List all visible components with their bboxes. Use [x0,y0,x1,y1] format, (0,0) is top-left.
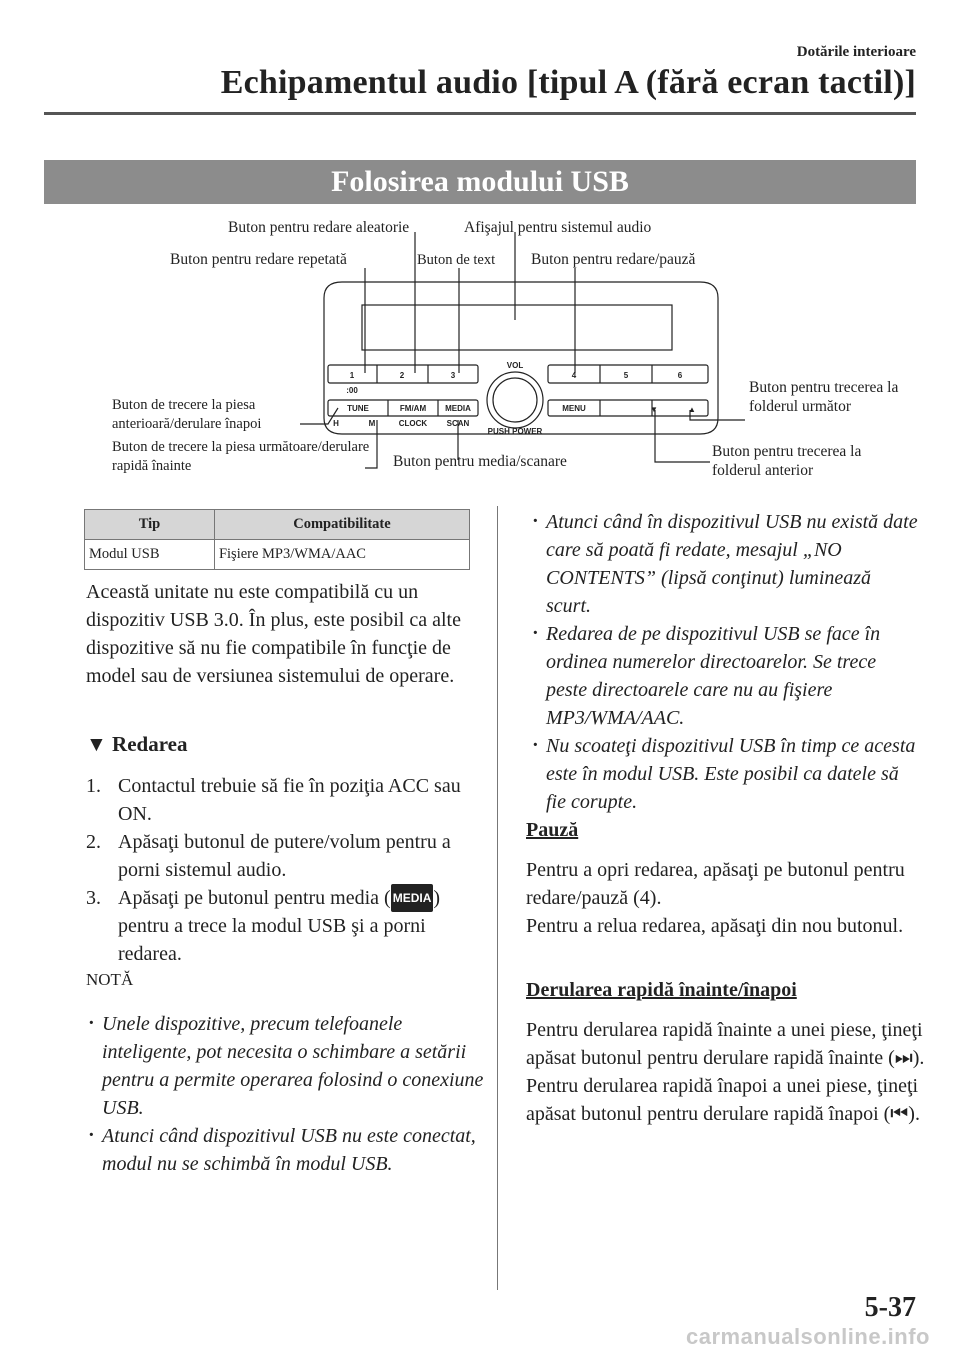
preset-3[interactable]: 3 [450,371,456,380]
label-display: Afişajul pentru sistemul audio [464,219,652,236]
preset-1[interactable]: 1 [349,371,355,380]
table-header: Compatibilitate [214,510,469,540]
preset-2[interactable]: 2 [399,371,405,380]
vol-label: VOL [506,361,524,370]
table-cell: Modul USB [85,540,215,570]
list-item: 2. Apăsaţi butonul de putere/volum pentru a porni sistemul audio. [86,831,451,881]
fmam-button[interactable]: FM/AM [399,404,427,413]
preset-5[interactable]: 5 [623,371,629,380]
label-next-track: Buton de trecere la piesa următoare/derulare rapidă înainte [112,439,370,474]
ff-title: Derularea rapidă înainte/înapoi [526,979,797,1001]
compatibility-table [84,509,470,570]
label-repeat: Buton pentru redare repetată [170,251,347,268]
chapter-title: Echipamentul audio [tipul A (fără ecran tactil)] [220,64,916,101]
column-divider [497,506,498,1290]
label-media-scan: Buton pentru media/scanare [393,453,567,470]
list-item: 3. Apăsaţi pe butonul pentru media ( MEDIA ) pentru a trece la modul USB şi a porni redarea. [86,884,486,968]
list-item: · Unele dispozitive, precum telefoanele inteligente, pot necesita o schimbare a setării pentru a permite operarea folosind o conexiune USB. [86,1010,486,1122]
label-prev-track: Buton de trecere la piesa anterioară/derulare înapoi [112,397,262,432]
folder-down-icon[interactable]: ▼ [650,405,658,414]
section-banner: Folosirea modului USB [44,160,916,204]
list-item: · Redarea de pe dispozitivul USB se face în ordinea numerelor directoarelor. Se trece peste directoarele care nu au fişiere MP3/WMA/AAC. [530,620,920,732]
media-button-icon: MEDIA [391,884,434,912]
list-item: 1. Contactul trebuie să fie în poziţia ACC sau ON. [86,775,461,825]
note-list-right [530,508,920,816]
volume-knob [487,372,543,428]
folder-up-icon[interactable]: ▲ [688,405,696,414]
intro-paragraph: Această unitate nu este compatibilă cu un dispozitiv USB 3.0. În plus, este posibil ca alte dispozitive să nu fie compatibile în funcţie de model sau de versiunea sistemului de operare. [86,581,461,687]
label-play-pause: Buton pentru redare/pauză [531,251,696,268]
table-row [85,540,470,570]
note-list-left [86,1010,486,1178]
label-text-button: Buton de text [417,252,496,268]
tune-button[interactable]: TUNE [347,404,369,413]
label-shuffle: Buton pentru redare aleatorie [228,219,410,236]
ff-text: Pentru derularea rapidă înainte a unei piese, ţineţi apăsat butonul pentru derulare rapidă înainte (⏭). Pentru derularea rapidă înapoi a unei piese, ţineţi apăsat butonul pentru derulare rapidă înapoi (⏮). [526,1019,925,1125]
scan-label: SCAN [446,419,470,428]
list-item: · Atunci când dispozitivul USB nu este conectat, modul nu se schimbă în modul USB. [86,1122,486,1178]
label-next-folder: Buton pentru trecerea la folderul următor [749,379,899,415]
clock-label: CLOCK [398,419,428,428]
push-power-label: PUSH POWER [487,427,543,436]
clock-mark: :00 [346,386,358,395]
table-header: Tip [85,510,215,540]
m-label: M [368,419,376,428]
pause-text: Pentru a opri redarea, apăsaţi pe butonul pentru redare/pauză (4). Pentru a relua redarea, apăsaţi din nou butonul. [526,859,905,937]
watermark: carmanualsonline.info [686,1324,930,1349]
menu-button[interactable]: MENU [562,404,586,413]
table-cell: Fişiere MP3/WMA/AAC [214,540,469,570]
preset-4[interactable]: 4 [571,371,577,380]
heading-playback: ▼ Redarea [86,732,188,756]
media-button[interactable]: MEDIA [445,404,471,413]
preset-6[interactable]: 6 [677,371,683,380]
page-number: 5-37 [864,1292,916,1323]
display-window [362,305,672,350]
list-item: · Atunci când în dispozitivul USB nu există date care să poată fi redate, mesajul „NO CONTENTS” (lipsă conţinut) luminează scurt. [530,508,920,620]
header-rule [44,112,916,115]
pause-title: Pauză [526,819,579,841]
steps-list [86,772,486,968]
list-item: · Nu scoateţi dispozitivul USB în timp ce acesta este în modul USB. Este posibil ca datele să fie corupte. [530,732,920,816]
note-title: NOTĂ [86,970,134,989]
h-label: H [333,419,339,428]
label-prev-folder: Buton pentru trecerea la folderul anterior [712,443,862,479]
section-name: Dotările interioare [796,44,916,60]
